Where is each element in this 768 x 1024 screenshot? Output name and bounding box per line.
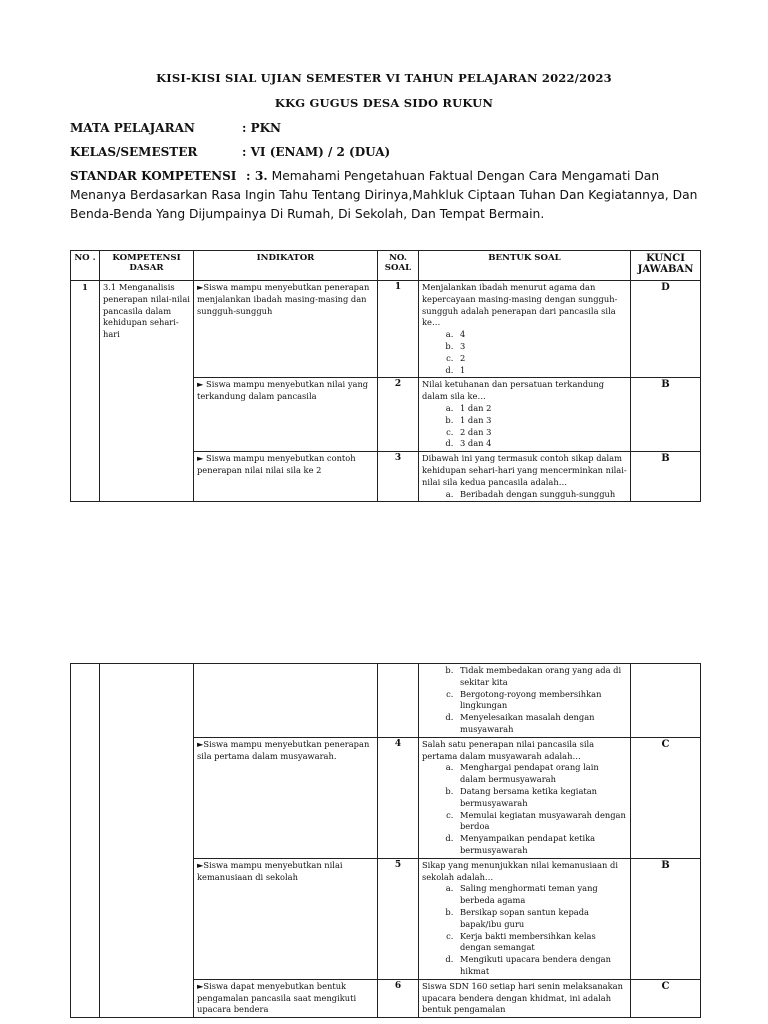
option-item: a. Saling menghormati teman yang berbeda agama	[456, 883, 627, 907]
indikator: ►Siswa mampu menyebutkan nilai kemanusiaan di sekolah	[194, 858, 378, 979]
kunci-jawaban: C	[631, 979, 701, 1017]
mapel-label: MATA PELAJARAN	[70, 121, 195, 135]
kompetensi-dasar-empty	[100, 664, 194, 1018]
question-text: Salah satu penerapan nilai pancasila sila pertama dalam musyawarah adalah…	[422, 738, 595, 761]
option-item: c. Memulai kegiatan musyawarah dengan berdoa	[456, 810, 627, 834]
question-text: Siswa SDN 160 setiap hari senin melaksanakan upacara bendera dengan khidmat, ini adalah bentuk pengamalan	[422, 980, 623, 1015]
sk-label: STANDAR KOMPETENSI	[70, 169, 237, 183]
header-kd: KOMPETENSI DASAR	[100, 251, 194, 281]
header-kunci: KUNCI JAWABAN	[631, 251, 701, 281]
option-list	[422, 403, 627, 450]
mapel-value: : PKN	[242, 121, 282, 135]
kelas-label: KELAS/SEMESTER	[70, 145, 198, 159]
no-soal: 5	[378, 858, 419, 979]
bentuk-soal	[419, 979, 631, 1017]
option-list	[422, 665, 627, 736]
indikator: ► Siswa mampu menyebutkan nilai yang terkandung dalam pancasila	[194, 378, 378, 452]
indikator: ► Siswa mampu menyebutkan contoh penerapan nilai nilai sila ke 2	[194, 452, 378, 502]
document-subtitle: KKG GUGUS DESA SIDO RUKUN	[274, 96, 494, 110]
option-item: a. 4	[456, 329, 627, 341]
question-text: Dibawah ini yang termasuk contoh sikap dalam kehidupan sehari-hari yang mencerminkan nilai-nilai sila kedua pancasila adalah…	[422, 453, 627, 487]
kunci-empty	[631, 664, 701, 738]
sk-prefix: : 3.	[246, 168, 268, 183]
kompetensi-dasar: 3.1 Menganalisis penerapan nilai-nilai pancasila dalam kehidupan sehari-hari	[100, 281, 194, 502]
bentuk-soal	[419, 281, 631, 378]
option-item: c. 2 dan 3	[456, 427, 627, 439]
option-list	[422, 329, 627, 376]
header-nosoal: NO. SOAL	[378, 251, 419, 281]
option-item: a. Menghargai pendapat orang lain dalam bermusyawarah	[456, 762, 627, 786]
no-soal: 3	[378, 452, 419, 502]
option-item: d. Menyampaikan pendapat ketika bermusyawarah	[456, 833, 627, 857]
question-text: Menjalankan ibadah menurut agama dan kepercayaan masing-masing dengan sungguh-sungguh adalah penerapan dari pancasila sila ke…	[422, 282, 618, 328]
option-item: b. Tidak membedakan orang yang ada di sekitar kita	[456, 665, 627, 689]
kunci-jawaban: B	[631, 378, 701, 452]
kunci-jawaban: B	[631, 452, 701, 502]
standar-kompetensi	[70, 166, 710, 224]
option-item: b. 1 dan 3	[456, 415, 627, 427]
table-row	[71, 664, 701, 738]
row-no: 1	[71, 281, 100, 502]
option-item: d. 3 dan 4	[456, 438, 627, 450]
option-item: c. Kerja bakti membersihkan kelas dengan semangat	[456, 931, 627, 955]
kunci-jawaban: B	[631, 858, 701, 979]
meta-kelas	[70, 145, 390, 159]
kelas-value: : VI (ENAM) / 2 (DUA)	[242, 145, 391, 159]
option-list	[422, 883, 627, 977]
document-title: KISI-KISI SIAL UJIAN SEMESTER VI TAHUN PELAJARAN 2022/2023	[156, 71, 612, 85]
header-no: NO .	[71, 251, 100, 281]
indikator: ►Siswa mampu menyebutkan penerapan sila pertama dalam musyawarah.	[194, 737, 378, 858]
no-soal: 2	[378, 378, 419, 452]
indikator: ►Siswa mampu menyebutkan penerapan menjalankan ibadah masing-masing dan sungguh-sungguh	[194, 281, 378, 378]
option-item: d. Menyelesaikan masalah dengan musyawarah	[456, 712, 627, 736]
bentuk-soal	[419, 664, 631, 738]
kunci-jawaban: D	[631, 281, 701, 378]
option-item: b. 3	[456, 341, 627, 353]
bentuk-soal	[419, 858, 631, 979]
row-no-empty	[71, 664, 100, 1018]
table-row	[71, 281, 701, 378]
bentuk-soal	[419, 737, 631, 858]
option-list	[422, 762, 627, 856]
option-list	[422, 489, 627, 501]
no-soal-empty	[378, 664, 419, 738]
option-item: c. Bergotong-royong membersihkan lingkungan	[456, 689, 627, 713]
question-text: Sikap yang menunjukkan nilai kemanusiaan di sekolah adalah…	[422, 859, 618, 882]
kisi-table-page2	[70, 663, 701, 1018]
option-item: d. Mengikuti upacara bendera dengan hikmat	[456, 954, 627, 978]
bentuk-soal	[419, 452, 631, 502]
option-item: b. Bersikap sopan santun kepada bapak/ibu guru	[456, 907, 627, 931]
option-item: b. Datang bersama ketika kegiatan bermusyawarah	[456, 786, 627, 810]
question-text: Nilai ketuhanan dan persatuan terkandung dalam sila ke…	[422, 379, 605, 402]
no-soal: 1	[378, 281, 419, 378]
no-soal: 4	[378, 737, 419, 858]
option-item: d. 1	[456, 365, 627, 377]
bentuk-soal	[419, 378, 631, 452]
header-bentuk: BENTUK SOAL	[419, 251, 631, 281]
option-item: c. 2	[456, 353, 627, 365]
indikator-empty	[194, 664, 378, 738]
table-header-row	[71, 251, 701, 281]
meta-mapel	[70, 121, 281, 135]
option-item: a. 1 dan 2	[456, 403, 627, 415]
option-item: a. Beribadah dengan sungguh-sungguh	[456, 489, 627, 501]
sk-text: Memahami Pengetahuan Faktual Dengan Cara Mengamati Dan Menanya Berdasarkan Rasa Ingin Tahu Tentang Dirinya,Mahkluk Ciptaan Tuhan Dan Kegiatannya, Dan Benda-Benda Yang Dijumpainya Di Rumah, Di Sekolah, Dan Tempat Bermain.	[70, 169, 698, 221]
indikator: ►Siswa dapat menyebutkan bentuk pengamalan pancasila saat mengikuti upacara bendera	[194, 979, 378, 1017]
kisi-table-page1	[70, 250, 701, 502]
no-soal: 6	[378, 979, 419, 1017]
header-indikator: INDIKATOR	[194, 251, 378, 281]
kunci-jawaban: C	[631, 737, 701, 858]
